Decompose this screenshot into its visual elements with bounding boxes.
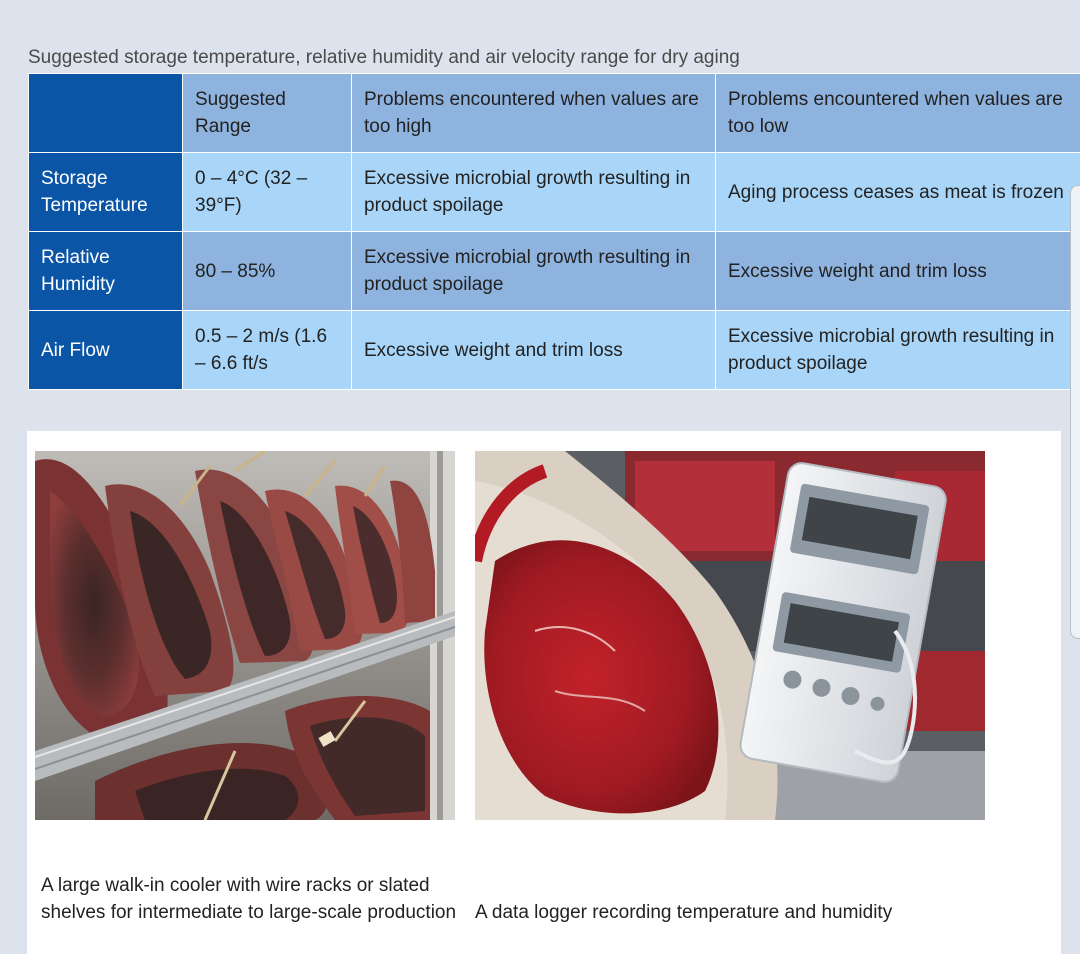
table-row bbox=[29, 153, 1080, 232]
logger-photo-caption: A data logger recording temperature and humidity bbox=[475, 902, 893, 923]
header-too-low: Problems encountered when values are too low bbox=[716, 74, 1080, 153]
cell-too-low: Aging process ceases as meat is frozen bbox=[716, 153, 1080, 232]
dry-aging-table bbox=[28, 73, 1080, 390]
row-label-relative-humidity: Relative Humidity bbox=[29, 232, 183, 311]
cooler-photo-caption: A large walk-in cooler with wire racks or slated shelves for intermediate to large-scale production bbox=[41, 875, 457, 923]
cell-too-high: Excessive weight and trim loss bbox=[352, 311, 716, 390]
cell-range: 80 – 85% bbox=[183, 232, 352, 311]
photo-panel bbox=[27, 431, 1061, 954]
header-too-high: Problems encountered when values are too high bbox=[352, 74, 716, 153]
side-panel-handle[interactable] bbox=[1070, 185, 1080, 639]
table-row bbox=[29, 232, 1080, 311]
cell-too-low: Excessive microbial growth resulting in product spoilage bbox=[716, 311, 1080, 390]
cell-too-high: Excessive microbial growth resulting in product spoilage bbox=[352, 232, 716, 311]
header-suggested-range: Suggested Range bbox=[183, 74, 352, 153]
row-label-storage-temperature: Storage Temperature bbox=[29, 153, 183, 232]
table-caption: Suggested storage temperature, relative humidity and air velocity range for dry aging bbox=[28, 47, 740, 68]
data-logger-photo bbox=[475, 451, 985, 820]
row-label-air-flow: Air Flow bbox=[29, 311, 183, 390]
cell-too-high: Excessive microbial growth resulting in product spoilage bbox=[352, 153, 716, 232]
table-header-row bbox=[29, 74, 1080, 153]
table-row bbox=[29, 311, 1080, 390]
walk-in-cooler-photo bbox=[35, 451, 455, 820]
cell-too-low: Excessive weight and trim loss bbox=[716, 232, 1080, 311]
header-corner-cell bbox=[29, 74, 183, 153]
cell-range: 0.5 – 2 m/s (1.6 – 6.6 ft/s bbox=[183, 311, 352, 390]
cell-range: 0 – 4°C (32 – 39°F) bbox=[183, 153, 352, 232]
